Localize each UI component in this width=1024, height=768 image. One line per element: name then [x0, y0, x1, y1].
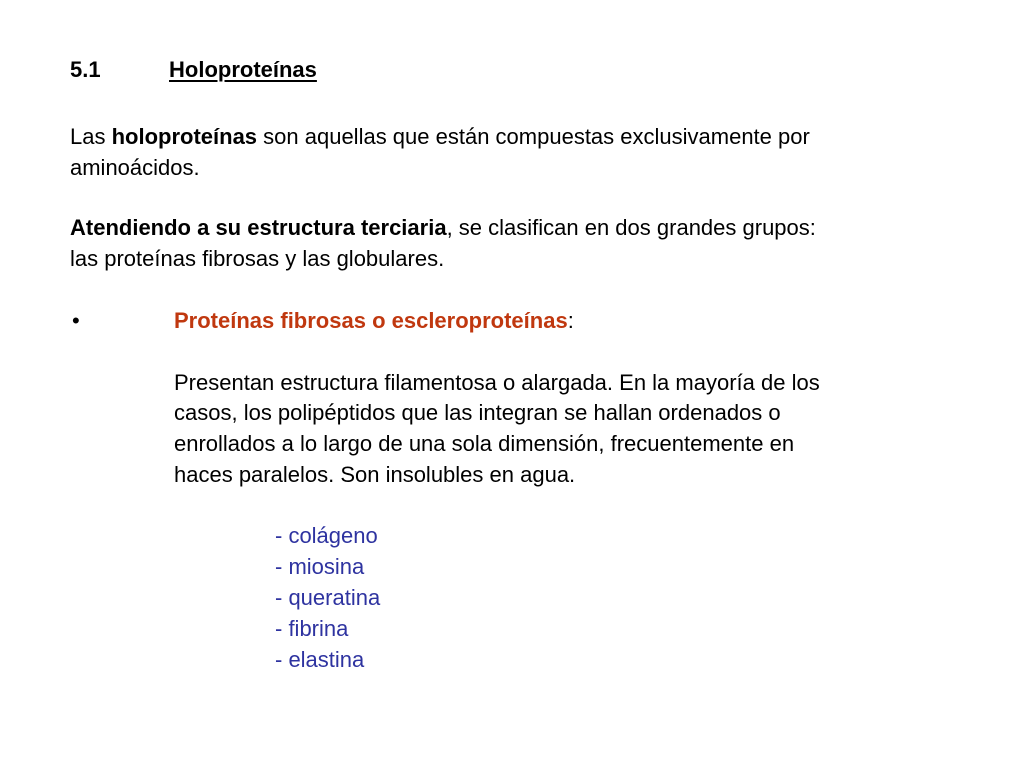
section-number: 5.1	[70, 57, 101, 82]
example-item: - colágeno	[275, 523, 378, 548]
paragraph-2-bold-lead: Atendiendo a su estructura terciaria	[70, 215, 447, 240]
paragraph-1-rest: son aquellas que están compuestas exclusivamente por	[257, 124, 810, 149]
paragraph-1-prefix: Las	[70, 124, 112, 149]
example-item: - miosina	[275, 554, 365, 579]
description-line: casos, los polipéptidos que las integran se hallan ordenados o	[174, 400, 781, 425]
example-item: - queratina	[275, 585, 381, 610]
description-line: haces paralelos. Son insolubles en agua.	[174, 462, 576, 487]
paragraph-1-line-1	[70, 121, 810, 152]
description-line: enrollados a lo largo de una sola dimensión, frecuentemente en	[174, 431, 795, 456]
description-line: Presentan estructura filamentosa o alargada. En la mayoría de los	[174, 370, 820, 395]
paragraph-2-rest: , se clasifican en dos grandes grupos:	[446, 215, 816, 240]
paragraph-1-bold-term: holoproteínas	[111, 124, 258, 149]
example-item: - elastina	[275, 647, 365, 672]
paragraph-2-line-1	[70, 212, 816, 243]
bullet-icon: •	[72, 308, 80, 333]
fibrous-proteins-title-suffix: :	[567, 308, 574, 333]
section-title: Holoproteínas	[169, 57, 317, 82]
example-item: - fibrina	[275, 616, 349, 641]
paragraph-2-line-2: las proteínas fibrosas y las globulares.	[70, 246, 445, 271]
fibrous-proteins-heading	[174, 305, 574, 336]
paragraph-1-line-2: aminoácidos.	[70, 155, 200, 180]
fibrous-proteins-title: Proteínas fibrosas o escleroproteínas	[174, 308, 568, 333]
